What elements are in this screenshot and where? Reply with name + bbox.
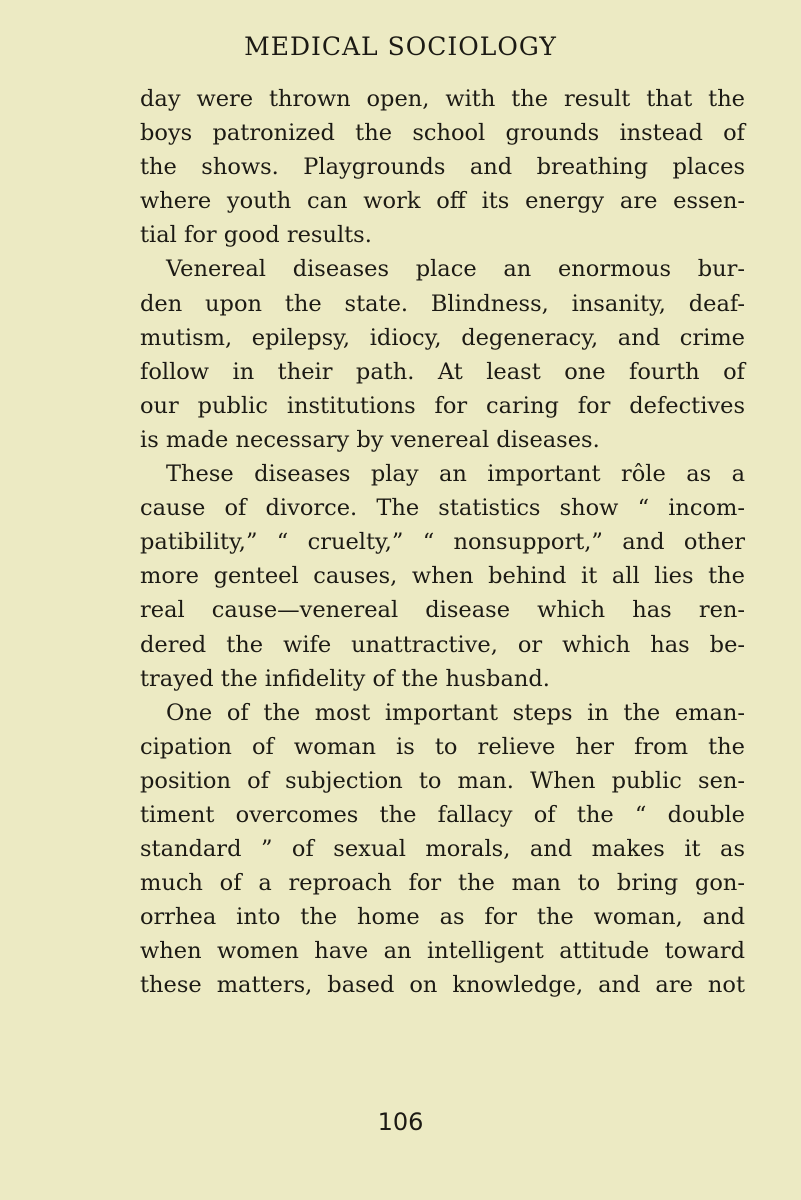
text-line: timent overcomes the fallacy of the “ double (140, 801, 745, 828)
text-line: our public institutions for caring for defectives (140, 392, 745, 419)
paragraph-start-line: Venereal diseases place an enormous bur- (166, 256, 745, 283)
text-line: where youth can work off its energy are essen- (140, 188, 745, 215)
paragraph-end-line: tial for good results. (140, 222, 372, 249)
running-head: MEDICAL SOCIOLOGY (244, 32, 557, 61)
text-line: position of subjection to man. When public sen- (140, 767, 745, 794)
text-line: the shows. Playgrounds and breathing places (140, 154, 745, 181)
text-line: day were thrown open, with the result that the (140, 86, 745, 112)
text-line: cause of divorce. The statistics show “ incom- (140, 495, 745, 522)
paragraph-end-line: trayed the infidelity of the husband. (140, 665, 550, 692)
text-line: patibility,” “ cruelty,” “ nonsupport,” and other (140, 529, 745, 556)
text-line: boys patronized the school grounds instead of (140, 120, 745, 147)
text-line: cipation of woman is to relieve her from the (140, 733, 745, 760)
text-line: follow in their path. At least one fourth of (140, 358, 745, 385)
paragraph-start-line: One of the most important steps in the eman- (166, 699, 745, 726)
paragraph-start-line: These diseases play an important rôle as a (166, 461, 745, 488)
text-line: dered the wife unattractive, or which has be- (140, 631, 745, 658)
text-line: much of a reproach for the man to bring gon- (140, 870, 745, 897)
text-line: orrhea into the home as for the woman, and (140, 904, 745, 931)
text-line: mutism, epilepsy, idiocy, degeneracy, and crime (140, 324, 745, 351)
text-line: more genteel causes, when behind it all lies the (140, 563, 745, 590)
body-text (140, 82, 745, 1003)
text-line: den upon the state. Blindness, insanity, deaf- (140, 290, 745, 317)
paragraph-end-line: is made necessary by venereal diseases. (140, 426, 600, 453)
text-line: these matters, based on knowledge, and are not (140, 972, 745, 999)
page-number: 106 (377, 1108, 424, 1136)
text-line: standard ” of sexual morals, and makes it as (140, 836, 745, 863)
text-line: real cause—venereal disease which has ren- (140, 597, 745, 624)
text-line: when women have an intelligent attitude toward (140, 938, 745, 965)
